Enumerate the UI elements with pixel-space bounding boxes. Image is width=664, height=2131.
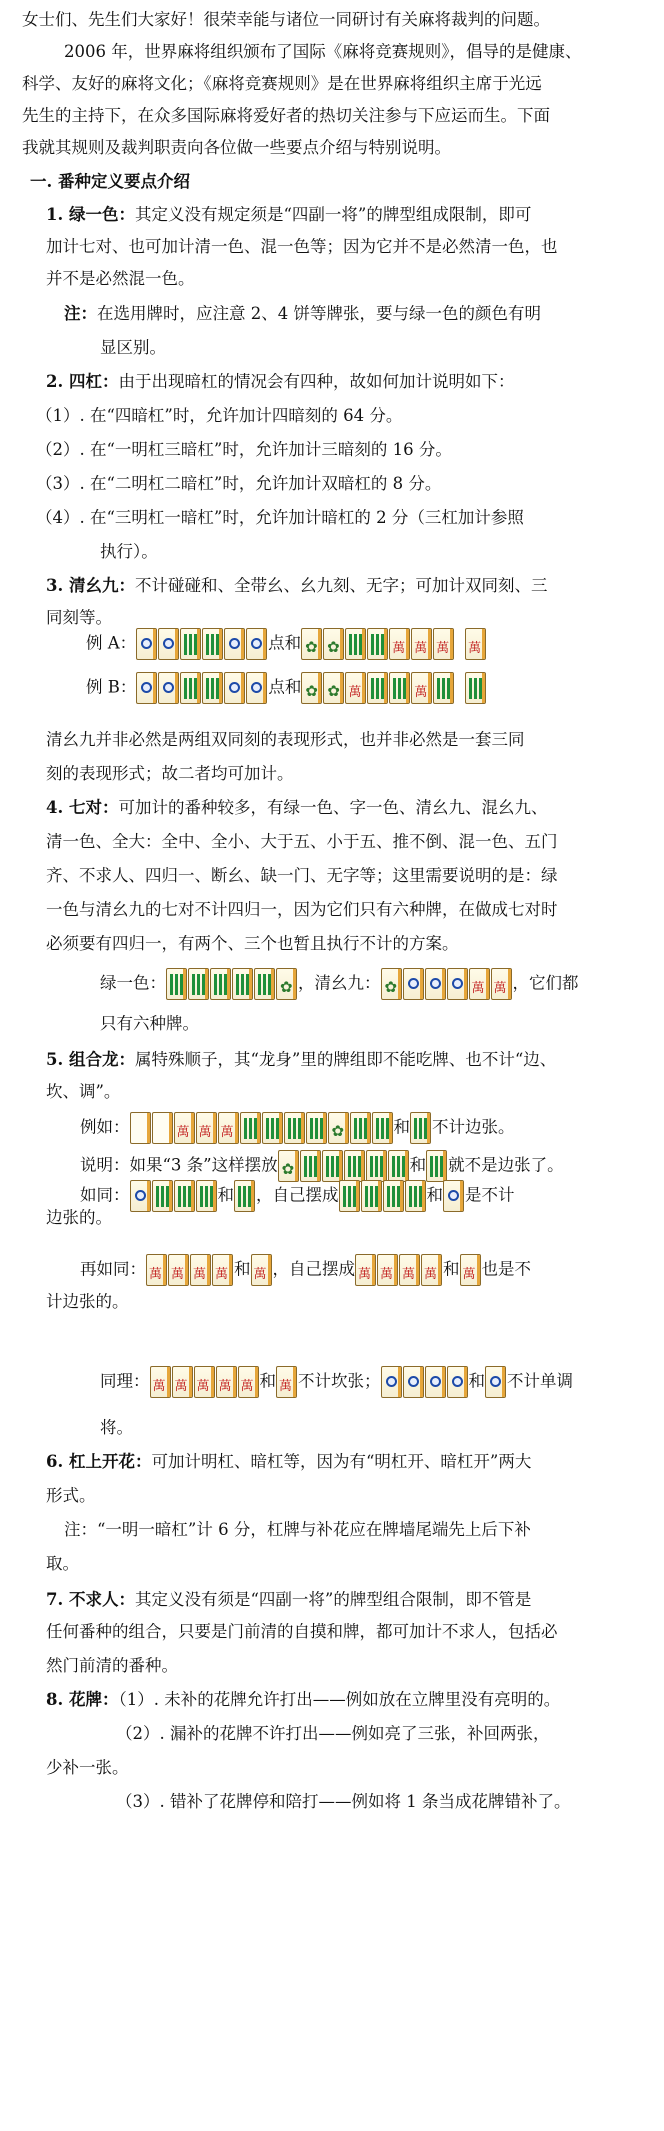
item-text: 不计碰碰和、全带幺、幺九刻、无字；可加计双同刻、三: [134, 576, 548, 595]
tile-group: [150, 1366, 260, 1398]
text-line: 先生的主持下，在众多国际麻将爱好者的热切关注参与下应运而生。下面: [22, 106, 550, 125]
text-line: 清幺九并非必然是两组双同刻的表现形式，也并非必然是一套三同: [46, 730, 525, 749]
text-line: 女士们、先生们大家好！很荣幸能与诸位一同研讨有关麻将裁判的问题。: [22, 10, 550, 29]
example-label: 同理：: [100, 1371, 150, 1391]
mahjong-tile-dot-icon: [485, 1366, 506, 1398]
item-text: 可加计的番种较多，有绿一色、字一色、清幺九、混幺九、: [118, 798, 548, 817]
text-line: 取。: [46, 1554, 79, 1573]
tile-group: [381, 1366, 469, 1398]
tile-group: [443, 1180, 465, 1212]
example-connector: 和: [409, 1155, 427, 1175]
example-connector: 和: [443, 1259, 460, 1279]
mahjong-tile-bam-icon: [361, 1180, 382, 1212]
mahjong-tile-bam-icon: [344, 1150, 365, 1182]
mahjong-tile-char-icon: [172, 1366, 193, 1398]
tile-group: [426, 1150, 448, 1182]
mahjong-tile-bam-icon: [202, 628, 223, 660]
example-label: 例 B：: [86, 677, 137, 697]
mahjong-tile-bam-icon: [433, 672, 454, 704]
item-title: 6. 杠上开花：: [46, 1452, 152, 1471]
text-line: 将。: [100, 1418, 133, 1437]
mahjong-tile-dot-icon: [136, 628, 157, 660]
text-line: 必须要有四归一，有两个、三个也暂且执行不计的方案。: [46, 934, 459, 953]
mahjong-tile-bam-icon: [372, 1112, 393, 1144]
mahjong-tile-bam-icon: [345, 628, 366, 660]
mahjong-tile-bam-icon: [339, 1180, 360, 1212]
text-line: [46, 796, 547, 820]
mahjong-tile-dot-icon: [158, 628, 179, 660]
text-line: 形式。: [46, 1486, 96, 1505]
mahjong-tile-flower-icon: [323, 672, 344, 704]
item-text: 属特殊顺子，其“龙身”里的牌组即不能吃牌、也不计“边、: [134, 1050, 557, 1069]
tile-group: [146, 1254, 234, 1286]
text-line: [46, 1688, 560, 1712]
tile-example-row: [80, 1254, 531, 1286]
example-label: 如同：: [80, 1185, 130, 1205]
text-line: [46, 370, 514, 394]
example-connector: 和: [393, 1117, 410, 1137]
mahjong-tile-dot-icon: [443, 1180, 464, 1212]
item-text: 由于出现暗杠的情况会有四种，故如何加计说明如下：: [118, 372, 515, 391]
example-connector: 和: [234, 1259, 251, 1279]
mahjong-tile-bam-icon: [174, 1180, 195, 1212]
example-label: 说明：如果“3 条”这样摆放: [80, 1155, 278, 1175]
example-connector: 也是不: [481, 1259, 531, 1279]
mahjong-tile-char-icon: [399, 1254, 420, 1286]
mahjong-tile-bam-icon: [366, 1150, 387, 1182]
mahjong-tile-char-icon: [460, 1254, 481, 1286]
tile-group: [410, 1112, 432, 1144]
item-text: （1）. 未补的花牌允许打出——例如放在立牌里没有亮明的。: [118, 1690, 561, 1709]
example-connector: 不计边张。: [432, 1117, 515, 1137]
mahjong-tile-dot-icon: [224, 628, 245, 660]
item-text: 在选用牌时，应注意 2、4 饼等牌张，要与绿一色的颜色有明: [97, 304, 541, 323]
example-connector: 和: [468, 1371, 485, 1391]
tile-example-row: [80, 1150, 564, 1182]
tile-group: [136, 672, 268, 704]
example-label: 例如：: [80, 1117, 130, 1137]
mahjong-tile-bam-icon: [367, 628, 388, 660]
mahjong-tile-bam-icon: [180, 672, 201, 704]
example-connector: ，自己摆成: [272, 1259, 355, 1279]
tile-group: [339, 1180, 427, 1212]
mahjong-tile-bam-icon: [465, 672, 486, 704]
text-line: 只有六种牌。: [100, 1014, 199, 1033]
example-connector: ，自己摆成: [256, 1185, 339, 1205]
mahjong-tile-dot-icon: [246, 628, 267, 660]
item-text: 可加计明杠、暗杠等，因为有“明杠开、暗杠开”两大: [151, 1452, 532, 1471]
mahjong-tile-flower-icon: [323, 628, 344, 660]
text-line: 边张的。: [46, 1208, 112, 1227]
tile-group: [276, 1366, 298, 1398]
mahjong-tile-dot-icon: [246, 672, 267, 704]
mahjong-tile-dot-icon: [158, 672, 179, 704]
mahjong-tile-char-icon: [433, 628, 454, 660]
text-line: （2）. 在“一明杠三暗杠”时，允许加计三暗刻的 16 分。: [36, 440, 452, 459]
mahjong-tile-bam-icon: [232, 968, 253, 1000]
mahjong-tile-bam-icon: [166, 968, 187, 1000]
item-text: 其定义没有规定须是“四副一将”的牌型组成限制，即可: [134, 205, 532, 224]
mahjong-tile-char-icon: [150, 1366, 171, 1398]
text-line: 刻的表现形式；故二者均可加计。: [46, 764, 294, 783]
mahjong-tile-bam-icon: [322, 1150, 343, 1182]
mahjong-tile-bam-icon: [350, 1112, 371, 1144]
example-connector: ，清幺九：: [298, 973, 381, 993]
example-connector: 点和: [268, 633, 302, 653]
mahjong-tile-bam-icon: [388, 1150, 409, 1182]
text-line: 显区别。: [100, 338, 166, 357]
text-line: （2）. 漏补的花牌不许打出——例如亮了三张，补回两张，: [116, 1724, 550, 1743]
example-connector: 点和: [268, 677, 302, 697]
mahjong-tile-blank-icon: [152, 1112, 173, 1144]
tile-group: [301, 672, 455, 704]
mahjong-tile-bam-icon: [196, 1180, 217, 1212]
example-connector: 是不计: [465, 1185, 515, 1205]
mahjong-tile-char-icon: [411, 628, 432, 660]
item-title: 1. 绿一色：: [46, 205, 135, 224]
mahjong-tile-dot-icon: [224, 672, 245, 704]
text-line: 2006 年，世界麻将组织颁布了国际《麻将竞赛规则》，倡导的是健康、: [64, 42, 582, 61]
mahjong-tile-char-icon: [216, 1366, 237, 1398]
mahjong-tile-bam-icon: [210, 968, 231, 1000]
text-line: 清一色、全大：全中、全小、大于五、小于五、推不倒、混一色、五门: [46, 832, 558, 851]
example-connector: 不计坎张；: [298, 1371, 381, 1391]
mahjong-tile-bam-icon: [262, 1112, 283, 1144]
mahjong-tile-bam-icon: [254, 968, 275, 1000]
text-line: 少补一张。: [46, 1758, 129, 1777]
tile-group: [460, 1254, 482, 1286]
text-line: [46, 203, 531, 227]
item-title: 2. 四杠：: [46, 372, 119, 391]
text-line: 执行）。: [100, 542, 158, 561]
mahjong-tile-flower-icon: [278, 1150, 299, 1182]
mahjong-tile-char-icon: [212, 1254, 233, 1286]
text-line: （3）. 错补了花牌停和陪打——例如将 1 条当成花牌错补了。: [116, 1792, 571, 1811]
mahjong-tile-bam-icon: [306, 1112, 327, 1144]
tile-example-row: [86, 672, 487, 704]
text-line: [46, 574, 547, 598]
text-line: [46, 1588, 531, 1612]
item-text: 其定义没有须是“四副一将”的牌型组合限制，即不管是: [134, 1590, 532, 1609]
tile-group: [234, 1180, 256, 1212]
section-heading: 一. 番种定义要点介绍: [30, 172, 190, 191]
mahjong-tile-char-icon: [469, 968, 490, 1000]
example-label: 再如同：: [80, 1259, 146, 1279]
mahjong-tile-bam-icon: [389, 672, 410, 704]
mahjong-tile-flower-icon: [301, 672, 322, 704]
mahjong-tile-bam-icon: [234, 1180, 255, 1212]
text-line: （4）. 在“三明杠一暗杠”时，允许加计暗杠的 2 分（三杠加计参照: [36, 508, 524, 527]
mahjong-tile-flower-icon: [276, 968, 297, 1000]
example-connector: ，它们都: [512, 973, 579, 993]
mahjong-tile-bam-icon: [410, 1112, 431, 1144]
item-title: 3. 清幺九：: [46, 576, 135, 595]
tile-example-row: [86, 628, 487, 660]
mahjong-tile-dot-icon: [425, 1366, 446, 1398]
mahjong-tile-flower-icon: [328, 1112, 349, 1144]
mahjong-tile-bam-icon: [240, 1112, 261, 1144]
text-line: 同刻等。: [46, 608, 112, 627]
mahjong-tile-char-icon: [389, 628, 410, 660]
text-line: 齐、不求人、四归一、断幺、缺一门、无字等；这里需要说明的是：绿: [46, 866, 558, 885]
mahjong-tile-dot-icon: [130, 1180, 151, 1212]
mahjong-tile-bam-icon: [367, 672, 388, 704]
mahjong-tile-bam-icon: [300, 1150, 321, 1182]
mahjong-tile-flower-icon: [301, 628, 322, 660]
item-title: 7. 不求人：: [46, 1590, 135, 1609]
item-title: 5. 组合龙：: [46, 1050, 135, 1069]
tile-group: [485, 1366, 507, 1398]
mahjong-tile-char-icon: [168, 1254, 189, 1286]
mahjong-tile-char-icon: [421, 1254, 442, 1286]
tile-group: [166, 968, 298, 1000]
text-line: 一色与清幺九的七对不计四归一，因为它们只有六种牌，在做成七对时: [46, 900, 558, 919]
mahjong-tile-char-icon: [411, 672, 432, 704]
mahjong-tile-char-icon: [491, 968, 512, 1000]
mahjong-tile-char-icon: [251, 1254, 272, 1286]
tile-group: [251, 1254, 273, 1286]
tile-example-row: [80, 1180, 515, 1212]
mahjong-tile-dot-icon: [136, 672, 157, 704]
tile-group: [355, 1254, 443, 1286]
mahjong-tile-char-icon: [190, 1254, 211, 1286]
mahjong-tile-bam-icon: [188, 968, 209, 1000]
mahjong-tile-char-icon: [345, 672, 366, 704]
tile-group: [381, 968, 513, 1000]
mahjong-tile-dot-icon: [425, 968, 446, 1000]
item-title: 4. 七对：: [46, 798, 119, 817]
mahjong-tile-char-icon: [146, 1254, 167, 1286]
text-line: [46, 1048, 556, 1072]
mahjong-tile-dot-icon: [403, 1366, 424, 1398]
mahjong-tile-dot-icon: [447, 1366, 468, 1398]
tile-group: [278, 1150, 410, 1182]
text-line: [46, 1450, 531, 1474]
example-connector: 不计单调: [507, 1371, 573, 1391]
mahjong-tile-dot-icon: [381, 1366, 402, 1398]
text-line: 我就其规则及裁判职责向各位做一些要点介绍与特别说明。: [22, 138, 451, 157]
example-connector: 和: [259, 1371, 276, 1391]
mahjong-tile-char-icon: [218, 1112, 239, 1144]
item-title: 8. 花牌：: [46, 1690, 119, 1709]
mahjong-tile-bam-icon: [405, 1180, 426, 1212]
tile-group: [465, 672, 487, 704]
text-line: （1）. 在“四暗杠”时，允许加计四暗刻的 64 分。: [36, 406, 403, 425]
mahjong-tile-char-icon: [355, 1254, 376, 1286]
text-line: 计边张的。: [46, 1292, 129, 1311]
tile-example-row: [100, 1366, 573, 1398]
mahjong-tile-bam-icon: [383, 1180, 404, 1212]
tile-group: [136, 628, 268, 660]
example-label: 例 A：: [86, 633, 137, 653]
mahjong-tile-dot-icon: [447, 968, 468, 1000]
item-title: 注：: [64, 304, 97, 323]
text-line: 注：“一明一暗杠”计 6 分，杠牌与补花应在牌墙尾端先上后下补: [64, 1520, 531, 1539]
example-connector: 就不是边张了。: [448, 1155, 564, 1175]
mahjong-tile-bam-icon: [180, 628, 201, 660]
mahjong-tile-bam-icon: [284, 1112, 305, 1144]
mahjong-tile-char-icon: [174, 1112, 195, 1144]
tile-example-row: [80, 1112, 515, 1144]
tile-group: [301, 628, 455, 660]
tile-group: [130, 1180, 218, 1212]
mahjong-tile-char-icon: [194, 1366, 215, 1398]
text-line: 坎、调”。: [46, 1082, 121, 1101]
mahjong-tile-char-icon: [238, 1366, 259, 1398]
tile-example-row: [100, 968, 579, 1000]
mahjong-tile-char-icon: [196, 1112, 217, 1144]
example-connector: 和: [217, 1185, 234, 1205]
mahjong-tile-char-icon: [276, 1366, 297, 1398]
text-line: [64, 302, 541, 326]
mahjong-tile-char-icon: [377, 1254, 398, 1286]
mahjong-tile-flower-icon: [381, 968, 402, 1000]
text-line: 科学、友好的麻将文化；《麻将竞赛规则》是在世界麻将组织主席于光远: [22, 74, 542, 93]
tile-group: [465, 628, 487, 660]
mahjong-tile-bam-icon: [426, 1150, 447, 1182]
text-line: 然门前清的番种。: [46, 1656, 178, 1675]
mahjong-tile-char-icon: [465, 628, 486, 660]
mahjong-tile-bam-icon: [202, 672, 223, 704]
text-line: 任何番种的组合，只要是门前清的自摸和牌，都可加计不求人，包括必: [46, 1622, 558, 1641]
text-line: 加计七对、也可加计清一色、混一色等；因为它并不是必然清一色，也: [46, 237, 558, 256]
example-connector: 和: [426, 1185, 443, 1205]
text-line: （3）. 在“二明杠二暗杠”时，允许加计双暗杠的 8 分。: [36, 474, 442, 493]
mahjong-tile-bam-icon: [152, 1180, 173, 1212]
tile-group: [130, 1112, 394, 1144]
mahjong-tile-blank-icon: [130, 1112, 151, 1144]
mahjong-tile-dot-icon: [403, 968, 424, 1000]
text-line: 并不是必然混一色。: [46, 269, 195, 288]
example-label: 绿一色：: [100, 973, 166, 993]
